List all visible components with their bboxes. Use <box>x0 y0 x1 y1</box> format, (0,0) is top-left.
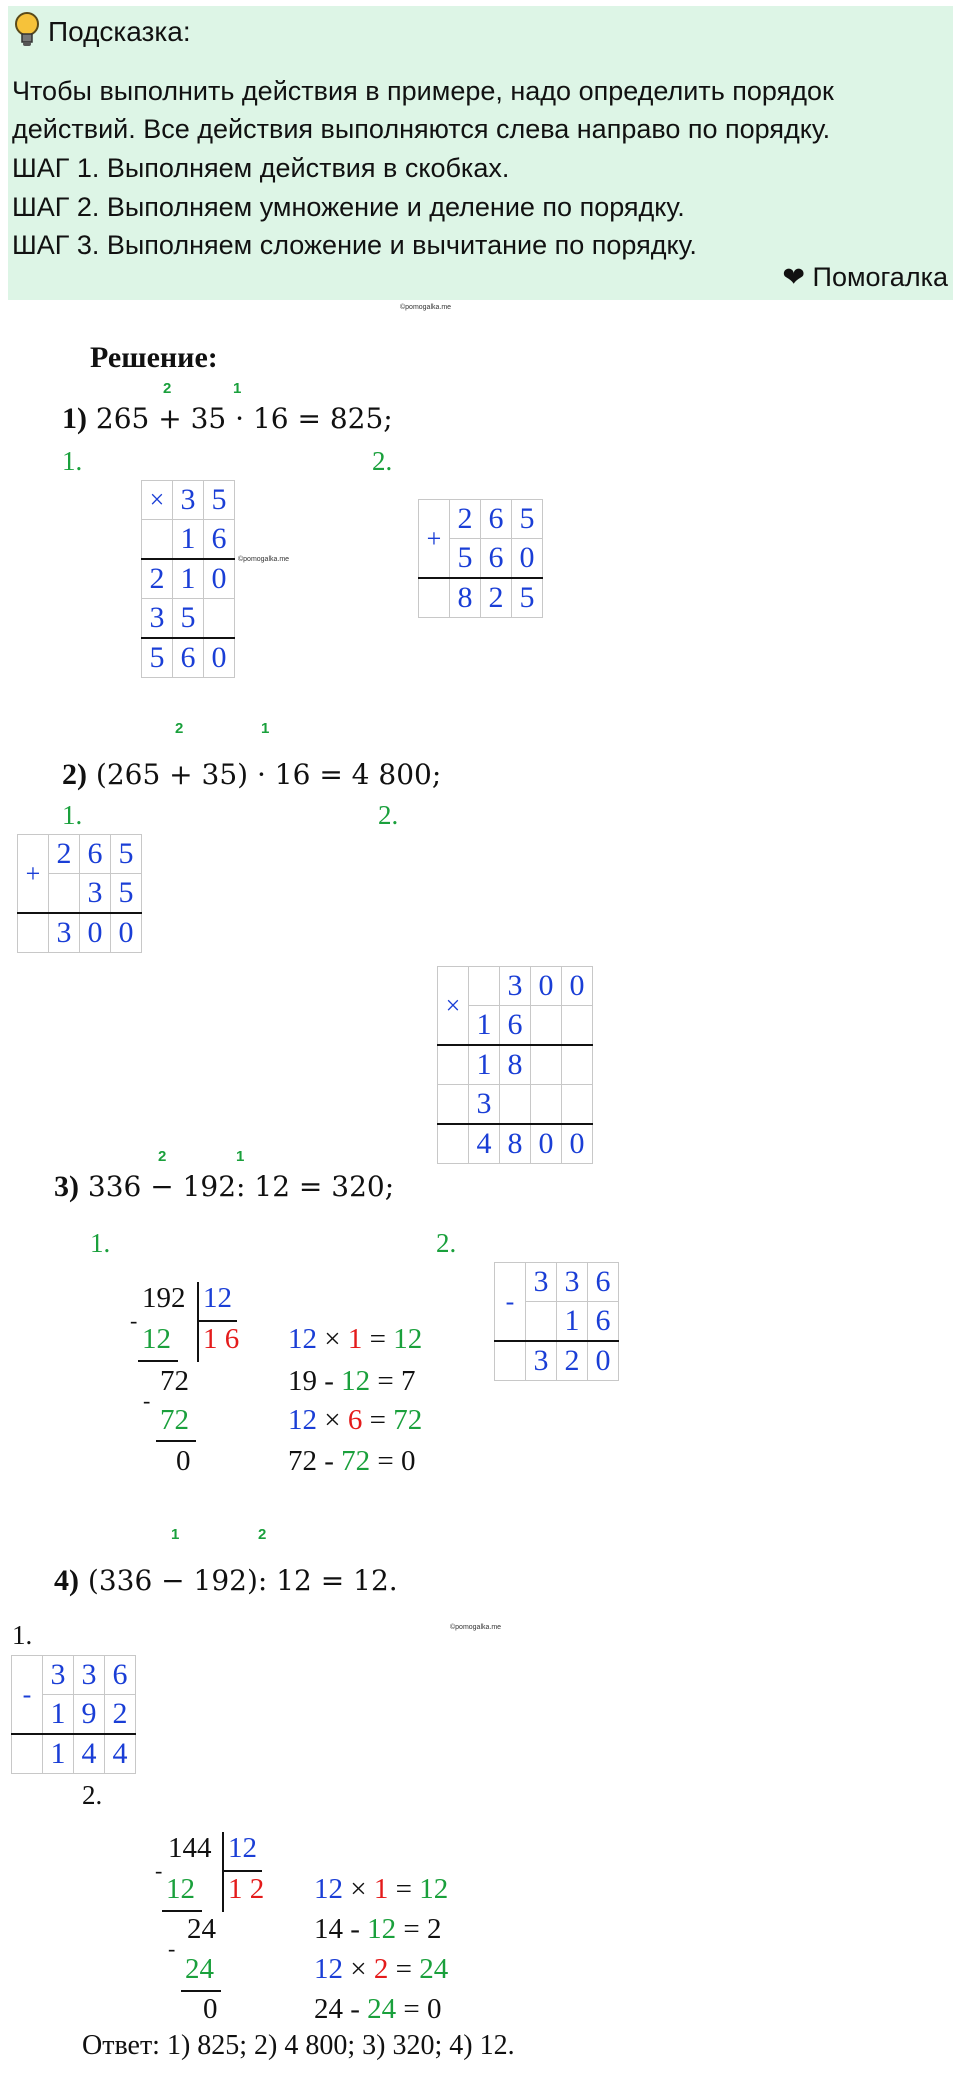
check-line: 19 - 12 = 7 <box>288 1365 416 1397</box>
watermark: ©pomogalka.me <box>238 556 290 563</box>
check-line: 72 - 72 = 0 <box>288 1445 416 1477</box>
step-label: 2. <box>82 1780 103 1810</box>
check-line: 12 × 1 = 12 <box>314 1873 449 1905</box>
check-line: 12 × 2 = 24 <box>314 1953 449 1985</box>
column-multiplication: × 3 5 1 6 2 1 0 3 5 5 6 0 <box>141 480 235 678</box>
problem-number: 4) <box>54 1564 79 1597</box>
check-line: 12 × 6 = 72 <box>288 1404 423 1436</box>
check-line: 14 - 12 = 2 <box>314 1913 442 1945</box>
hint-line: ШАГ 1. Выполняем действия в скобках. <box>12 153 510 183</box>
problem-number: 2) <box>62 758 87 791</box>
hint-line: ШАГ 2. Выполняем умножение и деление по порядку. <box>12 192 685 222</box>
step-label: 1. <box>12 1620 33 1650</box>
column-multiplication: × 3 0 0 1 6 1 8 3 4 8 0 0 <box>437 966 593 1164</box>
order-mark: 2 <box>163 380 172 397</box>
answer-line: Ответ: 1) 825; 2) 4 800; 3) 320; 4) 12. <box>82 2030 515 2061</box>
expression-text: (265 + 35) · 16 = 4 800; <box>95 758 442 791</box>
step-label: 2. <box>378 800 399 830</box>
problem-expression <box>62 758 441 792</box>
order-mark: 1 <box>233 380 242 397</box>
order-mark: 1 <box>236 1148 245 1165</box>
step-label: 2. <box>436 1228 457 1258</box>
problem-number: 3) <box>54 1170 79 1203</box>
order-mark: 1 <box>171 1526 180 1543</box>
problem-number: 1) <box>62 402 87 435</box>
watermark: ©pomogalka.me <box>400 304 452 311</box>
hint-line: ШАГ 3. Выполняем сложение и вычитание по порядку. <box>12 230 697 260</box>
problem-expression <box>54 1170 394 1204</box>
hint-line: действий. Все действия выполняются слева направо по порядку. <box>12 114 831 144</box>
watermark: ©pomogalka.me <box>450 1624 502 1631</box>
check-line: 12 × 1 = 12 <box>288 1323 423 1355</box>
expression-text: (336 − 192): 12 = 12. <box>87 1564 398 1597</box>
step-label: 2. <box>372 446 393 476</box>
column-subtraction: - 3 3 6 1 9 2 1 4 4 <box>11 1655 136 1774</box>
order-mark: 2 <box>258 1526 267 1543</box>
expression-text: 265 + 35 · 16 = 825; <box>95 402 393 435</box>
expression-text: 336 − 192: 12 = 320; <box>87 1170 395 1203</box>
check-line: 24 - 24 = 0 <box>314 1993 442 2025</box>
order-mark: 1 <box>261 720 270 737</box>
order-mark: 2 <box>158 1148 167 1165</box>
column-addition: + 2 6 5 5 6 0 8 2 5 <box>418 499 543 618</box>
lightbulb-icon <box>12 10 42 50</box>
step-label: 1. <box>62 800 83 830</box>
step-label: 1. <box>62 446 83 476</box>
problem-expression <box>62 402 393 436</box>
solution-title: Решение: <box>90 341 218 374</box>
column-addition: + 2 6 5 3 5 3 0 0 <box>17 834 142 953</box>
column-subtraction: - 3 3 6 1 6 3 2 0 <box>494 1262 619 1381</box>
step-label: 1. <box>90 1228 111 1258</box>
hint-line: Чтобы выполнить действия в примере, надо определить порядок <box>12 76 834 106</box>
brand-label: ❤ Помогалка <box>782 262 948 292</box>
order-mark: 2 <box>175 720 184 737</box>
hint-title: Подсказка: <box>48 16 191 47</box>
problem-expression <box>54 1564 398 1598</box>
